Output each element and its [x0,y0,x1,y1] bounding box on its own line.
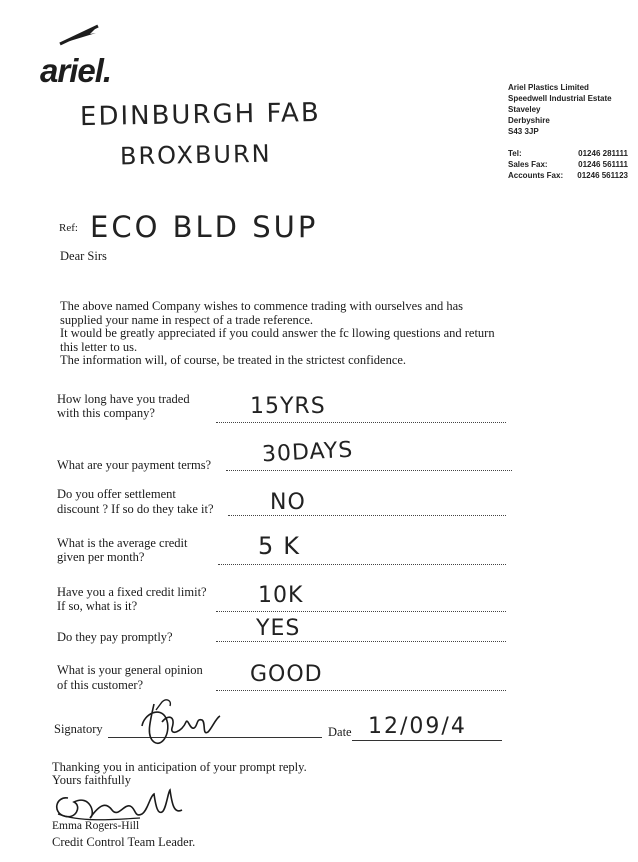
answer-dotted-line [216,422,506,423]
address-line: Speedwell Industrial Estate [508,94,612,103]
signatory-label: Signatory [54,722,103,736]
recipient-name: EDINBURGH FAB [79,97,321,133]
logo-swoosh-icon [58,22,100,48]
answer-text: 10K [258,583,304,608]
phone-number: 01246 561123 [577,171,628,180]
question-text: If so, what is it? [57,599,138,613]
intro-line: supplied your name in respect of a trade reference. [60,312,314,327]
ariel-logo [40,22,140,88]
recipient-location: BROXBURN [119,139,272,171]
question-text: What is your general opinion [57,663,203,677]
answer-dotted-line [226,470,512,471]
salutation: Dear Sirs [60,249,107,263]
ref-value: ECO BLD SUP [90,210,319,244]
answer-text: YES [256,616,301,641]
question-text: Do you offer settlement [57,487,176,501]
question-text: given per month? [57,550,145,564]
question-text: What are your payment terms? [57,458,212,472]
question-text: with this company? [57,406,155,420]
phone-row [508,159,628,170]
signer-title: Credit Control Team Leader. [52,835,196,849]
question-text: How long have you traded [57,392,190,406]
company-address-block [508,82,628,181]
date-label: Date [328,725,352,739]
answer-dotted-line [228,515,506,516]
answer-text: NO [270,490,306,515]
phone-label: Accounts Fax: [508,171,564,180]
address-line: Staveley [508,105,541,114]
phone-number: 01246 281111 [578,149,628,158]
answer-dotted-line [216,641,506,642]
intro-line: It would be greatly appreciated if you could answer the fc llowing questions and return [60,326,495,341]
closing-valediction: Yours faithfully [52,773,131,787]
question-text: What is the average credit [57,536,188,550]
company-name: Ariel Plastics Limited [508,83,589,92]
intro-line: The above named Company wishes to commence trading with ourselves and has [60,299,464,313]
ref-label: Ref: [59,222,78,234]
address-line: Derbyshire [508,116,550,125]
closing-line: Thanking you in anticipation of your prompt reply. [52,760,307,774]
intro-line: The information will, of course, be treated in the strictest confidence. [60,353,407,368]
phone-number: 01246 561111 [578,160,628,169]
phone-label: Sales Fax: [508,160,548,169]
date-line [352,740,502,741]
answer-text: GOOD [250,662,323,687]
logo-wordmark: ariel. [40,52,112,89]
question-text: discount ? If so do they take it? [57,502,214,516]
question-text: Have you a fixed credit limit? [57,585,207,599]
answer-text: 15YRS [250,394,326,419]
answer-dotted-line [216,611,506,612]
answer-dotted-line [218,564,506,565]
answer-text: 30DAYS [261,437,354,468]
date-value: 12/09/4 [368,714,467,739]
address-line: S43 3JP [508,127,539,136]
question-text: Do they pay promptly? [57,630,173,644]
answer-dotted-line [216,690,506,691]
intro-line: this letter to us. [60,339,138,354]
signatory-signature-icon [132,692,242,752]
phone-row [508,170,628,181]
phone-row [508,148,628,159]
intro-paragraph [60,300,495,368]
phone-label: Tel: [508,149,522,158]
signer-name: Emma Rogers-Hill [52,820,140,832]
question-text: of this customer? [57,678,144,692]
answer-text: 5K [258,532,310,560]
